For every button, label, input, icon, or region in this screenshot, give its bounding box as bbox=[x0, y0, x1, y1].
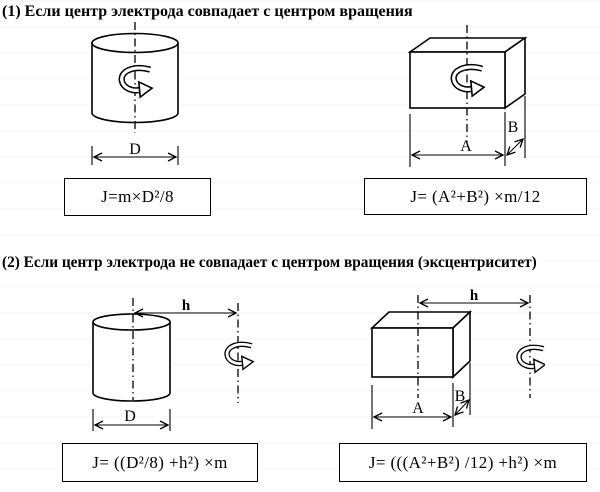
cylinder-centered-diagram bbox=[60, 20, 230, 175]
cuboid-offset-diagram bbox=[330, 283, 545, 433]
dimension-label-a: A bbox=[412, 400, 424, 417]
section1-title: (1) Если центр электрода совпадает с центром вращения bbox=[2, 3, 413, 20]
formula-cuboid-offset: J= (((A²+B²) /12) +h²) ×m bbox=[339, 443, 587, 482]
dimension-arrow-b bbox=[507, 139, 523, 155]
cuboid-front-face bbox=[372, 328, 453, 377]
dimension-label-d: D bbox=[129, 141, 141, 158]
dimension-label-b: B bbox=[454, 388, 466, 405]
dimension-label-d: D bbox=[124, 408, 136, 425]
formula-cylinder-centered: J=m×D²/8 bbox=[64, 178, 211, 216]
cylinder-offset-diagram bbox=[55, 285, 260, 435]
rotation-arrow-icon bbox=[227, 344, 253, 369]
dimension-label-h: h bbox=[181, 298, 191, 314]
formula-cuboid-centered: J= (A²+B²) ×m/12 bbox=[364, 178, 587, 215]
dimension-label-h: h bbox=[469, 288, 479, 304]
cylinder-shape bbox=[93, 322, 170, 401]
section2-title: (2) Если центр электрода не совпадает с центром вращения (эксцентриситет) bbox=[2, 254, 537, 271]
dimension-label-b: B bbox=[507, 119, 519, 136]
cuboid-centered-diagram bbox=[380, 20, 532, 175]
cylinder-top-face bbox=[93, 314, 170, 330]
rotation-arrow-icon bbox=[519, 347, 545, 372]
cuboid-front-face bbox=[410, 52, 505, 108]
dimension-label-a: A bbox=[460, 138, 472, 155]
formula-cylinder-offset: J= ((D²/8) +h²) ×m bbox=[62, 443, 258, 482]
